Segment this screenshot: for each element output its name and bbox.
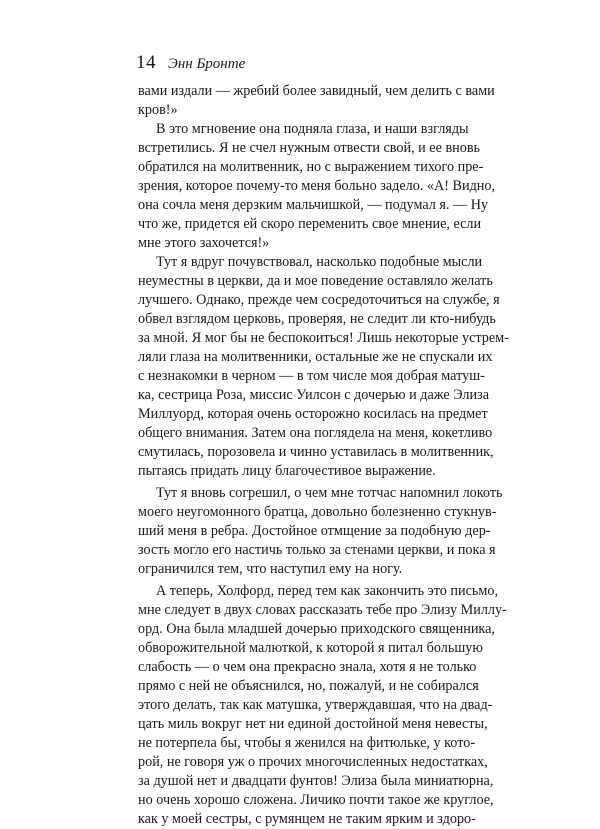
- paragraph-first-line: Тут я вновь согрешил, о чем мне тотчас напомнил локоть: [156, 485, 503, 501]
- paragraph-first-line: А теперь, Холфорд, перед тем как закончить это письмо,: [156, 583, 498, 599]
- text-line: ляли глаза на молитвенники, остальные же не спускали их: [138, 349, 493, 365]
- text-line: рой, не говоря уж о прочих многочисленных недостатках,: [138, 754, 488, 770]
- text-line: вами издали — жребий более завидный, чем делить с вами: [138, 83, 495, 99]
- text-line: обратился на молитвенник, но с выражением тихого пре-: [138, 159, 484, 175]
- text-line: цать миль вокруг нет ни единой достойной меня невесты,: [138, 716, 488, 732]
- body-text: [138, 82, 509, 829]
- text-line: ограничился тем, что наступил ему на ногу.: [138, 561, 403, 577]
- text-line: общего внимания. Затем она поглядела на меня, кокетливо: [138, 425, 493, 441]
- text-line: зость могло его настичь только за стенами церкви, и пока я: [138, 542, 496, 558]
- text-line: но очень хорошо сложена. Личико почти такое же круглое,: [138, 792, 494, 808]
- text-line: этого делать, так как матушка, утверждавшая, что на двад-: [138, 697, 493, 713]
- text-line: орд. Она была младшей дочерью приходского священника,: [138, 621, 495, 637]
- text-line: прямо с ней не объяснился, но, пожалуй, и не собирался: [138, 678, 479, 694]
- text-line: обвел взглядом церковь, проверяя, не следит ли кто-нибудь: [138, 311, 496, 327]
- text-line: за душой нет и двадцати фунтов! Элиза была миниатюрна,: [138, 773, 494, 789]
- text-line: Миллуорд, которая очень осторожно косилась на предмет: [138, 406, 488, 422]
- text-line: неуместны в церкви, да и мое поведение оставляло желать: [138, 273, 493, 289]
- text-line: не потерпела бы, чтобы я женился на фитюльке, у кото-: [138, 735, 476, 751]
- text-line: смутилась, порозовела и чинно уставилась в молитвенник,: [138, 444, 494, 460]
- text-line: моего неугомонного братца, довольно болезненно стукнув-: [138, 504, 497, 520]
- text-line: мне этого захочется!»: [138, 235, 270, 251]
- text-line: лучшего. Однако, прежде чем сосредоточиться на службе, я: [138, 292, 500, 308]
- text-line: что же, придется ей скоро переменить свое мнение, если: [138, 216, 482, 232]
- page-header: [136, 52, 245, 76]
- text-line: обворожительной малюткой, к которой я питал большую: [138, 640, 483, 656]
- paragraph-first-line: В это мгновение она подняла глаза, и наши взгляды: [156, 121, 469, 137]
- text-line: мне следует в двух словах рассказать тебе про Элизу Миллу-: [138, 602, 507, 618]
- running-head: Энн Бронте: [168, 56, 246, 72]
- text-line: ка, сестрица Роза, миссис Уилсон с дочерью и даже Элиза: [138, 387, 490, 403]
- text-line: ший меня в ребра. Достойное отмщение за подобную дер-: [138, 523, 491, 539]
- text-line: слабость — о чем она прекрасно знала, хотя я не только: [138, 659, 477, 675]
- text-line: за мной. Я мог бы не беспокоиться! Лишь некоторые устрем-: [138, 330, 509, 346]
- text-line: кров!»: [138, 102, 178, 118]
- text-line: встретились. Я не счел нужным отвести свой, и ее вновь: [138, 140, 480, 156]
- text-line: она сочла меня дерзким мальчишкой, — подумал я. — Ну: [138, 197, 489, 213]
- text-line: зрения, которое почему-то меня больно задело. «А! Видно,: [138, 178, 496, 194]
- paragraph-first-line: Тут я вдруг почувствовал, насколько подобные мысли: [156, 254, 483, 270]
- text-line: как у моей сестры, с румянцем не таким ярким и здоро-: [138, 811, 476, 827]
- page-number: 14: [136, 52, 156, 73]
- text-line: пытаясь придать лицу благочестивое выражение.: [138, 463, 436, 479]
- text-line: с незнакомки в черном — в том числе моя добрая матуш-: [138, 368, 485, 384]
